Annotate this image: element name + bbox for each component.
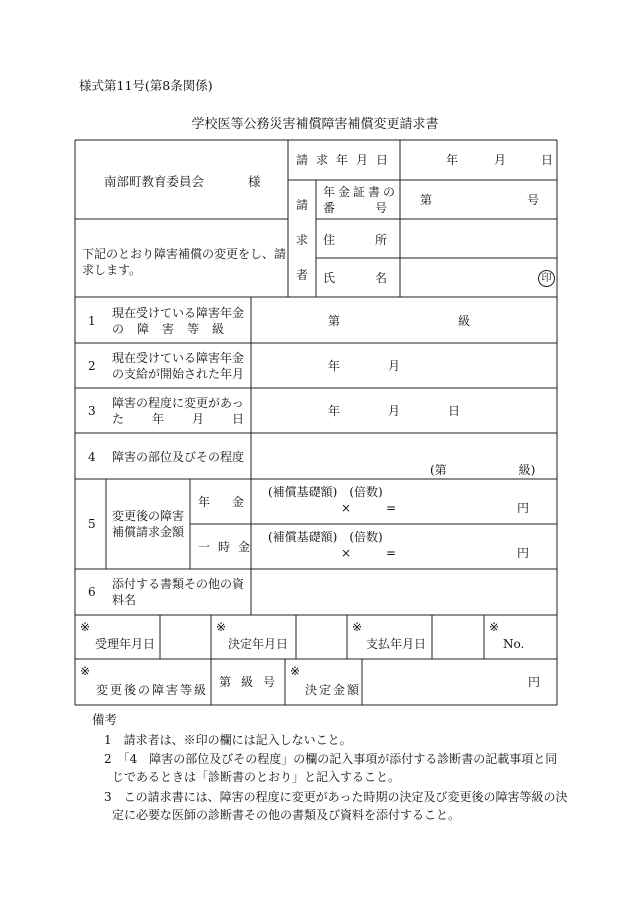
request-date-month: 月 (494, 153, 507, 167)
item-3-value-day: 日 (448, 404, 461, 418)
note-3-line2: 定に必要な医師の診断書その他の書類及び資料を添付すること。 (112, 808, 461, 822)
item-2-label-line2: の支給が開始された年月 (112, 367, 245, 381)
item-5-pension-formula-header: (補償基礎額) (倍数) (268, 485, 383, 499)
address-label: 住所 (323, 233, 428, 247)
item-3-number: 3 (88, 404, 96, 418)
item-2-number: 2 (88, 359, 96, 373)
office-changed-grade-label: 変更後の障害等級 (96, 683, 209, 697)
office-mark-decision: ※ (216, 620, 227, 634)
note-1: 1 請求者は、※印の欄には記入しないこと。 (104, 733, 352, 747)
notes-heading: 備考 (92, 712, 118, 727)
office-mark-amount: ※ (290, 664, 301, 678)
honorific: 様 (248, 174, 261, 189)
item-5-label-line2: 補償請求金額 (112, 525, 185, 539)
office-received-date-label: 受理年月日 (95, 637, 156, 651)
item-1-label-line2: の障害等級 (112, 322, 238, 336)
item-4-number: 4 (88, 450, 96, 464)
claimant-label-char-1: 請 (296, 198, 309, 212)
item-3-label-line2: た年月日 (112, 412, 273, 426)
office-mark-number: ※ (489, 620, 500, 634)
claimant-label-char-3: 者 (296, 268, 309, 282)
note-2-line1: 2 「4 障害の部位及びその程度」の欄の記入事項が添付する診断書の記載事項と同 (104, 752, 558, 766)
form-number: 様式第11号(第8条関係) (79, 78, 213, 93)
office-decided-amount-label: 決定金額 (305, 683, 362, 697)
item-5-lump-yen: 円 (517, 546, 530, 560)
item-4-grade-note: (第 級) (430, 463, 536, 477)
item-1-value-kyu: 級 (458, 314, 471, 328)
addressee: 南部町教育委員会 (104, 174, 205, 189)
item-6-label-line1: 添付する書類その他の資 (112, 577, 245, 591)
item-5-lump-times: × (341, 546, 352, 560)
seal-mark-icon: 印 (538, 270, 555, 287)
item-4-label: 障害の部位及びその程度 (112, 450, 245, 464)
office-grade-no-label: 第級号 (219, 675, 286, 689)
request-date-year: 年 (446, 153, 459, 167)
item-3-value-year: 年 (328, 404, 341, 418)
note-2-line2: じであるときは「診断書のとおり」と記入すること。 (112, 770, 401, 784)
item-3-label-line1: 障害の程度に変更があっ (112, 396, 244, 410)
pension-cert-go: 号 (527, 193, 540, 207)
name-label: 氏名 (323, 271, 428, 285)
request-date-label: 請求年月日 (296, 153, 397, 167)
office-decision-date-label: 決定年月日 (228, 637, 289, 651)
request-statement-line1: 下記のとおり障害補償の変更をし、請 (82, 247, 287, 261)
office-mark-received: ※ (80, 620, 91, 634)
claimant-label-char-2: 求 (296, 233, 309, 247)
item-1-value-dai: 第 (328, 314, 341, 328)
item-5-lump-formula-header: (補償基礎額) (倍数) (268, 530, 383, 544)
note-3-line1: 3 この請求書には、障害の程度に変更があった時期の決定及び変更後の障害等級の決 (104, 790, 568, 804)
office-payment-date-label: 支払年月日 (366, 637, 427, 651)
item-1-number: 1 (88, 314, 96, 328)
item-5-lump-equals: = (386, 546, 397, 560)
pension-cert-label-2: 番号 (323, 201, 428, 215)
item-5-number: 5 (88, 517, 96, 531)
item-5-pension-label: 年金 (198, 495, 267, 509)
form-title: 学校医等公務災害補償障害補償変更請求書 (191, 117, 439, 132)
pension-cert-label: 年金証書の (323, 185, 399, 199)
item-2-value-year: 年 (328, 359, 341, 373)
pension-cert-dai: 第 (420, 193, 433, 207)
item-5-pension-equals: = (386, 501, 397, 515)
office-yen: 円 (528, 675, 541, 689)
item-3-value-month: 月 (388, 404, 401, 418)
request-date-day: 日 (541, 153, 554, 167)
office-mark-payment: ※ (352, 620, 363, 634)
item-5-label-line1: 変更後の障害 (112, 509, 185, 523)
item-2-value-month: 月 (388, 359, 401, 373)
request-statement-line2: 求します。 (82, 263, 142, 277)
item-5-pension-yen: 円 (517, 501, 530, 515)
item-5-lump-label: 一時金 (198, 540, 259, 554)
office-mark-changed-grade: ※ (80, 664, 91, 678)
item-5-pension-times: × (341, 501, 352, 515)
item-6-number: 6 (88, 585, 96, 599)
office-number-label: No. (503, 637, 525, 651)
item-2-label-line1: 現在受けている障害年金 (112, 351, 245, 365)
item-1-label-line1: 現在受けている障害年金 (112, 306, 245, 320)
item-6-label-line2: 料名 (112, 593, 137, 607)
